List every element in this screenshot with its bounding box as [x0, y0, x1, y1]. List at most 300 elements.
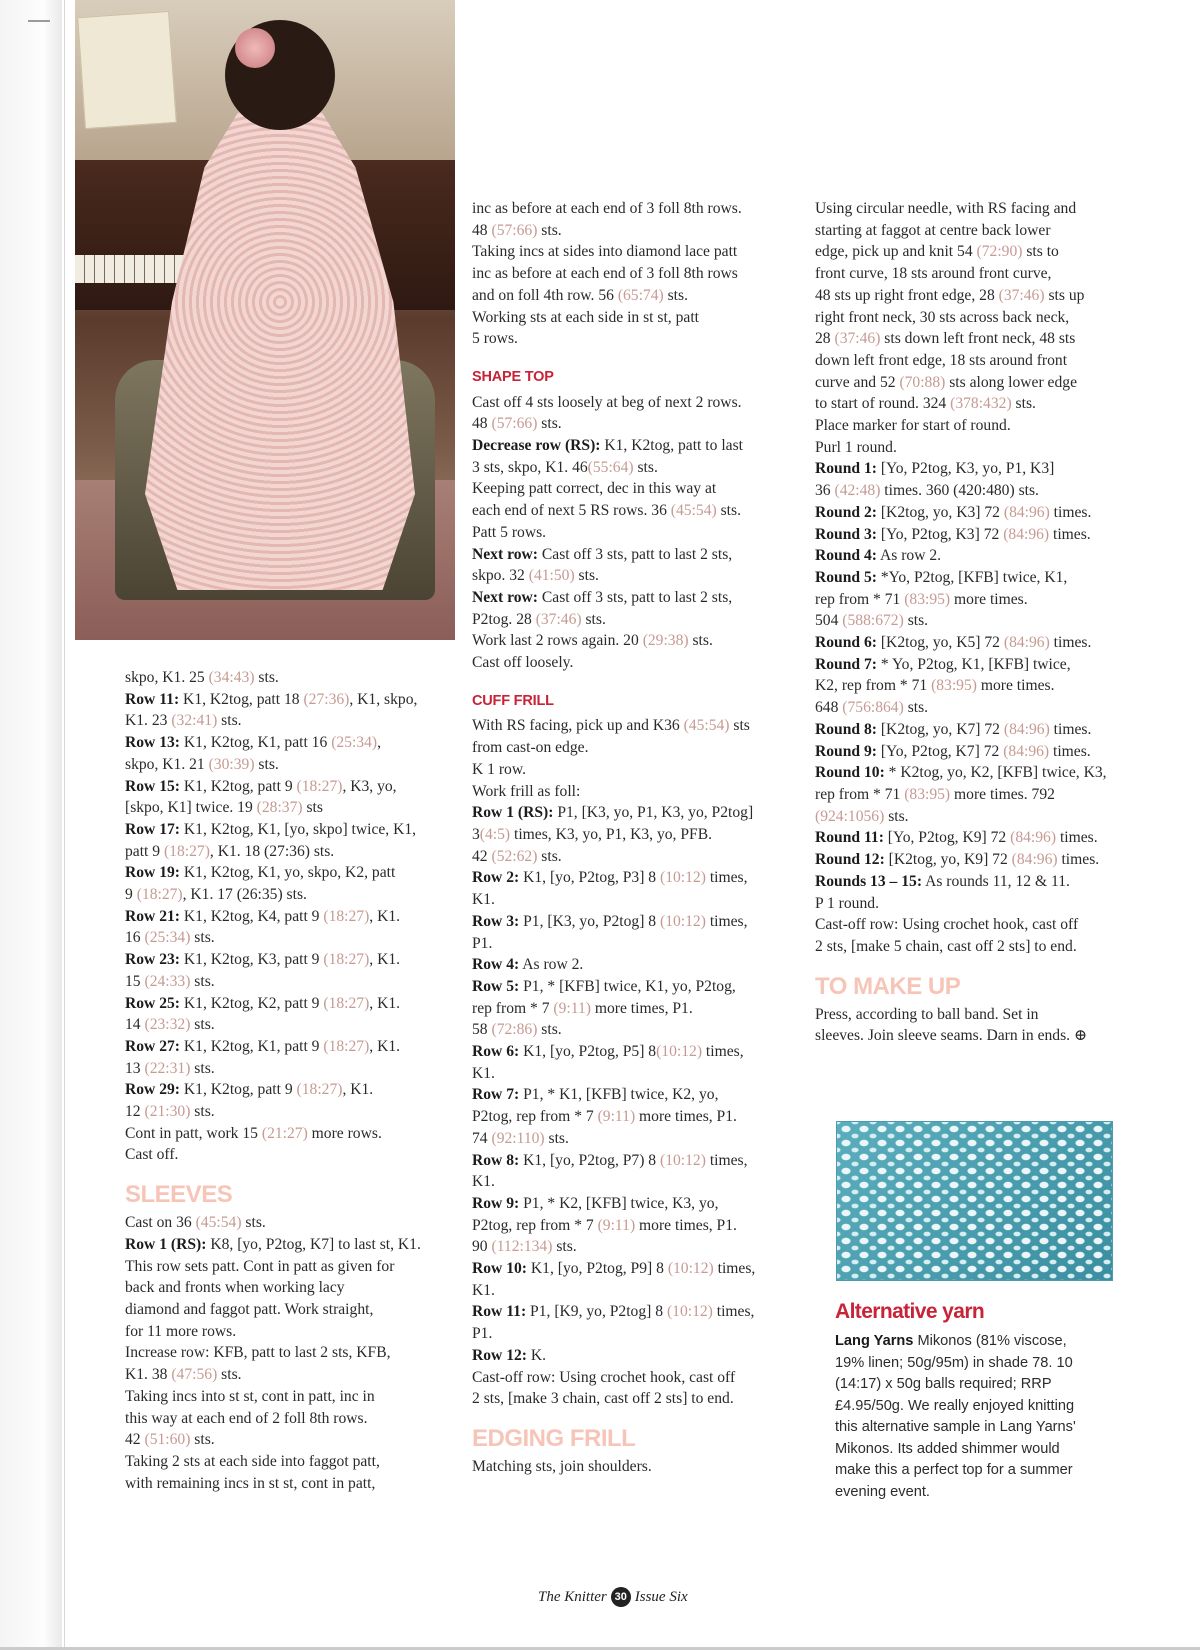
instruction-text: 14	[125, 1016, 145, 1034]
instruction-text: * Yo, P2tog, K1, [KFB] twice,	[876, 655, 1071, 673]
instruction-line	[815, 697, 1145, 719]
instruction-line	[472, 933, 797, 955]
instruction-text: 3	[472, 825, 480, 843]
size-variant: (84:96)	[1010, 829, 1057, 847]
instruction-text: times.	[1056, 829, 1098, 847]
instruction-text: , K1. 17 (26:35) sts.	[182, 886, 307, 904]
instruction-line	[815, 241, 1145, 263]
instruction-text: times,	[712, 1303, 755, 1321]
instruction-text: P2tog. 28	[472, 610, 536, 628]
instruction-text: , K3, yo,	[342, 777, 397, 795]
size-variant: (32:41)	[171, 712, 218, 730]
instruction-line	[815, 524, 1145, 546]
row-label: Row 4:	[472, 956, 520, 974]
row-label: Row 19:	[125, 864, 181, 882]
instruction-text: [Yo, P2tog, K7] 72	[876, 742, 1004, 760]
instruction-text: times, K3, yo, P1, K3, yo, PFB.	[510, 825, 712, 843]
instruction-text: P2tog, rep from * 7	[472, 1108, 598, 1126]
instruction-text: K2, rep from * 71	[815, 677, 932, 695]
instruction-text: , K1.	[342, 1081, 374, 1099]
instruction-line	[125, 1123, 455, 1145]
size-variant: (55:64)	[587, 458, 634, 476]
instruction-line	[472, 802, 797, 824]
instruction-line	[125, 1321, 455, 1343]
instruction-text: K 1 row.	[472, 760, 526, 778]
instruction-text: Cast-off row: Using crochet hook, cast off	[815, 916, 1079, 934]
instruction-text: sts.	[903, 699, 929, 717]
instruction-text: , K1.	[369, 951, 401, 969]
instruction-line	[472, 478, 797, 500]
yarn-swatch-photo	[836, 1121, 1113, 1281]
instruction-text: diamond and faggot patt. Work straight,	[125, 1300, 374, 1318]
instruction-text: K1, K2tog, patt 9	[180, 777, 297, 795]
instruction-text: more times, P1.	[635, 1108, 737, 1126]
instruction-text: 16	[125, 929, 145, 947]
instruction-text: sts.	[537, 221, 562, 239]
instruction-line	[472, 889, 797, 911]
size-variant: (84:96)	[1003, 742, 1050, 760]
section-title-to-make-up: TO MAKE UP	[815, 972, 961, 1000]
row-label: Row 8:	[472, 1151, 520, 1169]
instruction-text: times.	[1057, 851, 1100, 869]
instruction-text: 42	[472, 847, 492, 865]
size-variant: (21:30)	[144, 1103, 191, 1121]
row-label: Row 6:	[472, 1043, 520, 1061]
size-variant: (37:46)	[998, 286, 1045, 304]
instruction-line	[815, 827, 1145, 849]
instruction-text: 15	[125, 972, 145, 990]
instruction-line	[815, 632, 1145, 654]
size-variant: (41:50)	[528, 567, 575, 585]
instruction-text: Place marker for start of round.	[815, 417, 1011, 435]
instruction-text: sts.	[254, 755, 279, 773]
size-variant: (34:43)	[208, 669, 255, 686]
size-variant: (9:11)	[553, 999, 591, 1017]
instruction-text: each end of next 5 RS rows. 36	[472, 502, 671, 520]
instruction-line	[815, 914, 1145, 936]
instruction-text: sts.	[217, 1366, 242, 1384]
row-label: Decrease row (RS):	[472, 437, 601, 455]
instruction-line	[125, 1429, 455, 1451]
row-label: Round 4:	[815, 547, 877, 565]
size-variant: (10:12)	[667, 1260, 714, 1278]
size-variant: (18:27)	[296, 777, 343, 795]
instruction-text: times.	[1049, 720, 1092, 738]
instruction-line	[472, 328, 797, 350]
section-title-cuff-frill: CUFF FRILL	[472, 692, 554, 709]
instruction-text: with remaining incs in st st, cont in patt,	[125, 1474, 376, 1492]
instruction-line	[125, 797, 455, 819]
instruction-text: Using circular needle, with RS facing and	[815, 200, 1077, 217]
instruction-text: K1.	[472, 1281, 495, 1299]
instruction-text: sts.	[581, 610, 606, 628]
instruction-line	[125, 1408, 455, 1430]
instruction-text: sts.	[1011, 395, 1036, 413]
row-label: Row 27:	[125, 1037, 181, 1055]
size-variant: (23:32)	[144, 1016, 191, 1034]
instruction-text: K1, [yo, P2tog, P7) 8	[519, 1151, 661, 1169]
size-variant: (22:31)	[144, 1059, 191, 1077]
instruction-text: Increase row: KFB, patt to last 2 sts, KFB,	[125, 1344, 391, 1362]
instruction-text: more times. 792	[950, 785, 1055, 803]
instruction-text: times.	[1049, 634, 1092, 652]
instruction-text: skpo. 32	[472, 567, 529, 585]
instruction-text: more times.	[976, 677, 1055, 695]
instruction-line	[125, 1212, 455, 1234]
instruction-line	[472, 1041, 797, 1063]
instruction-text: Cast off 3 sts, patt to last 2 sts,	[537, 545, 733, 563]
instruction-text: sts.	[544, 1129, 569, 1147]
row-label: Round 2:	[815, 503, 877, 521]
instruction-text: inc as before at each end of 3 foll 8th rows.	[472, 200, 742, 217]
instruction-line	[125, 1451, 455, 1473]
page-footer	[538, 1587, 688, 1607]
row-label: Row 1 (RS):	[125, 1235, 207, 1253]
instruction-line	[472, 392, 797, 414]
instruction-text: 48 sts up right front edge, 28	[815, 286, 999, 304]
row-label: Round 7:	[815, 655, 877, 673]
alt-yarn-text: Mikonos (81% viscose, 19% linen; 50g/95m) in shade 78. 10 (14:17) x 50g balls required; RRP £4.95/50g. We really enjoyed knitting this alternative sample in Lang Yarns' Mikonos. Its added shimmer would make this a perfect top for a summer evening event.	[835, 1333, 1076, 1500]
instruction-line	[815, 936, 1145, 958]
instruction-text: , K1.	[369, 907, 401, 925]
size-variant: (112:134)	[491, 1238, 553, 1256]
size-variant: (37:46)	[834, 330, 881, 348]
row-label: Round 10:	[815, 764, 885, 782]
cardigan-photo	[75, 0, 455, 640]
instruction-line	[125, 1299, 455, 1321]
instruction-text: Cast off 3 sts, patt to last 2 sts,	[537, 588, 733, 606]
instruction-text: 36	[815, 482, 835, 500]
size-variant: (18:27)	[323, 907, 370, 925]
instruction-line	[815, 545, 1145, 567]
instruction-line	[472, 1106, 797, 1128]
instruction-text: sts along lower edge	[945, 373, 1077, 391]
row-label: Row 13:	[125, 734, 181, 752]
instruction-text: [Yo, P2tog, K9] 72	[883, 829, 1011, 847]
instruction-text: Matching sts, join shoulders.	[472, 1457, 652, 1475]
instruction-text: K.	[527, 1346, 547, 1364]
page-number: 30	[611, 1587, 631, 1607]
size-variant: (84:96)	[1003, 720, 1050, 738]
size-variant: (83:95)	[904, 590, 951, 608]
instruction-text: [Yo, P2tog, K3] 72	[876, 525, 1004, 543]
instruction-text: down left front edge, 18 sts around front	[815, 351, 1068, 369]
instruction-text: Cast off.	[125, 1146, 179, 1164]
instruction-text: Taking incs at sides into diamond lace patt	[472, 243, 738, 261]
instruction-text: , K1.	[369, 994, 401, 1012]
column-3	[815, 198, 1145, 1047]
instruction-text: P2tog, rep from * 7	[472, 1216, 598, 1234]
instruction-line	[472, 1301, 797, 1323]
sleeve-increase-rows	[472, 198, 797, 350]
instruction-text: rep from * 7	[472, 999, 554, 1017]
instruction-line	[125, 710, 455, 732]
instruction-text: 9	[125, 886, 137, 904]
instruction-text: sts.	[190, 1016, 215, 1034]
instruction-text: Press, according to ball band. Set in	[815, 1005, 1039, 1023]
instruction-text: patt 9	[125, 842, 164, 860]
instruction-line	[472, 1171, 797, 1193]
instruction-line	[125, 949, 455, 971]
instruction-line	[472, 500, 797, 522]
instruction-line	[815, 458, 1145, 480]
instruction-text: from cast-on edge.	[472, 739, 589, 757]
row-label: Row 23:	[125, 951, 181, 969]
size-variant: (21:27)	[261, 1124, 308, 1142]
instruction-line	[472, 1456, 797, 1478]
instruction-text: 12	[125, 1103, 145, 1121]
instruction-line	[125, 1144, 455, 1166]
instruction-text: 13	[125, 1059, 145, 1077]
instruction-line	[125, 971, 455, 993]
instruction-text: [K2tog, yo, K5] 72	[876, 634, 1004, 652]
instruction-text: K1, K2tog, K1, patt 16	[180, 734, 332, 752]
instruction-line	[815, 393, 1145, 415]
row-label: Row 9:	[472, 1194, 520, 1212]
instruction-line	[815, 719, 1145, 741]
instruction-text: sts.	[254, 669, 279, 686]
instruction-line	[125, 1036, 455, 1058]
instruction-text: 42	[125, 1431, 145, 1449]
size-variant: (83:95)	[931, 677, 977, 695]
instruction-text: [Yo, P2tog, K3, yo, P1, K3]	[876, 460, 1055, 478]
cuff-frill-rows	[472, 715, 797, 1410]
instruction-line	[125, 776, 455, 798]
instruction-line	[472, 1193, 797, 1215]
instruction-text: sts.	[190, 929, 215, 947]
instruction-text: [K2tog, yo, K9] 72	[884, 851, 1012, 869]
size-variant: (45:54)	[683, 717, 730, 735]
instruction-text: right front neck, 30 sts across back neck,	[815, 308, 1070, 326]
size-variant: (25:34)	[331, 734, 378, 752]
alternative-yarn-body	[835, 1331, 1095, 1503]
size-variant: (84:96)	[1003, 634, 1050, 652]
instruction-text: times. 360 (420:480) sts.	[880, 482, 1039, 500]
size-variant: (10:12)	[660, 1151, 706, 1169]
row-label: Round 5:	[815, 568, 877, 586]
size-variant: (10:12)	[666, 1303, 713, 1321]
instruction-line	[472, 198, 797, 220]
instruction-text: more times.	[950, 590, 1028, 608]
size-variant: (72:90)	[976, 243, 1023, 261]
instruction-line	[815, 806, 1145, 828]
column-2	[472, 198, 797, 1478]
instruction-line	[472, 824, 797, 846]
instruction-line	[815, 437, 1145, 459]
size-variant: (52:62)	[491, 847, 538, 865]
instruction-text: As row 2.	[519, 956, 584, 974]
footer-issue: Issue Six	[634, 1588, 688, 1605]
instruction-text: K1, [yo, P2tog, P3] 8	[519, 869, 661, 887]
instruction-text: times,	[705, 912, 748, 930]
row-label: Row 10:	[472, 1260, 528, 1278]
row-label: Next row:	[472, 545, 538, 563]
instruction-text: 2 sts, [make 5 chain, cast off 2 sts] to end.	[815, 937, 1077, 955]
row-label: Row 17:	[125, 820, 181, 838]
instruction-line	[125, 1277, 455, 1299]
instruction-text: 3 sts, skpo, K1. 46	[472, 458, 588, 476]
size-variant: (84:96)	[1003, 525, 1050, 543]
row-label: Round 12:	[815, 851, 885, 869]
instruction-line	[815, 675, 1145, 697]
column-1	[125, 667, 455, 1494]
size-variant: (18:27)	[163, 842, 210, 860]
instruction-text: P1, [K9, yo, P2tog] 8	[526, 1303, 667, 1321]
instruction-text: to start of round. 324	[815, 395, 951, 413]
instruction-line	[125, 927, 455, 949]
instruction-text: K1, K2tog, K3, patt 9	[180, 951, 324, 969]
section-title-sleeves: SLEEVES	[125, 1181, 233, 1209]
instruction-text: ,	[377, 734, 381, 752]
instruction-text: P1, * K2, [KFB] twice, K3, yo,	[519, 1194, 719, 1212]
row-label: Row 12:	[472, 1346, 528, 1364]
instruction-text: times,	[713, 1260, 756, 1278]
instruction-line	[815, 263, 1145, 285]
size-variant: (10:12)	[660, 869, 706, 887]
row-label: Round 3:	[815, 525, 877, 543]
instruction-line	[472, 1215, 797, 1237]
instruction-text: skpo, K1. 21	[125, 755, 209, 773]
instruction-line	[472, 976, 797, 998]
instruction-text: P1, [K3, yo, P1, K3, yo, P2tog]	[553, 804, 754, 822]
instruction-text: Working sts at each side in st st, patt	[472, 308, 699, 326]
row-label: Row 15:	[125, 777, 181, 795]
instruction-text: P1, * [KFB] twice, K1, yo, P2tog,	[519, 977, 736, 995]
instruction-line	[472, 307, 797, 329]
photo-hair-flower	[235, 28, 275, 68]
instruction-text: Taking incs into st st, cont in patt, inc in	[125, 1387, 375, 1405]
instruction-line	[472, 911, 797, 933]
instruction-text: rep from * 71	[815, 785, 905, 803]
size-variant: (18:27)	[323, 951, 370, 969]
instruction-text: K1, K2tog, K1, yo, skpo, K2, patt	[180, 864, 396, 882]
instruction-text: sts.	[903, 612, 929, 630]
instruction-text: Work last 2 rows again. 20	[472, 632, 643, 650]
size-variant: (84:96)	[1003, 503, 1050, 521]
row-label: Row 11:	[125, 690, 180, 708]
instruction-text: Cont in patt, work 15	[125, 1124, 262, 1142]
size-variant: (10:12)	[660, 912, 706, 930]
size-variant: (18:27)	[323, 1037, 370, 1055]
photo-sheet-music	[77, 11, 177, 129]
instruction-text: , K1.	[369, 1037, 401, 1055]
instruction-line	[125, 993, 455, 1015]
instruction-text: P1, * K1, [KFB] twice, K2, yo,	[519, 1086, 719, 1104]
instruction-text: sleeves. Join sleeve seams. Darn in ends. ⊕	[815, 1027, 1088, 1045]
instruction-line	[815, 654, 1145, 676]
instruction-line	[125, 754, 455, 776]
section-title-shape-top: SHAPE TOP	[472, 368, 554, 385]
instruction-line	[125, 884, 455, 906]
instruction-line	[472, 867, 797, 889]
instruction-line	[472, 1258, 797, 1280]
instruction-text: sts.	[716, 502, 741, 520]
instruction-text: times,	[702, 1043, 744, 1061]
instruction-text: times.	[1049, 503, 1092, 521]
instruction-text: sts.	[537, 1021, 562, 1039]
row-label: Row 5:	[472, 977, 520, 995]
instruction-text: rep from * 71	[815, 590, 905, 608]
instruction-line	[125, 1342, 455, 1364]
row-label: Row 11:	[472, 1303, 527, 1321]
instruction-text: 48	[472, 415, 492, 433]
instruction-line	[815, 567, 1145, 589]
instruction-text: times,	[705, 1151, 748, 1169]
instruction-text: K1, K2tog, patt 9	[180, 1081, 297, 1099]
instruction-line	[472, 1063, 797, 1085]
instruction-line	[472, 609, 797, 631]
back-rows	[125, 667, 455, 1166]
instruction-text: sts up	[1044, 286, 1085, 304]
instruction-text: sts	[302, 799, 323, 817]
shape-top-rows	[472, 392, 797, 674]
instruction-line	[472, 522, 797, 544]
instruction-line	[125, 667, 455, 689]
size-variant: (18:27)	[136, 886, 183, 904]
instruction-text: K1, K2tog, K2, patt 9	[180, 994, 324, 1012]
instruction-line	[125, 819, 455, 841]
instruction-line	[815, 307, 1145, 329]
size-variant: (588:672)	[842, 612, 904, 630]
instruction-line	[472, 220, 797, 242]
instruction-text: and on foll 4th row. 56	[472, 286, 618, 304]
instruction-text: Patt 5 rows.	[472, 523, 547, 541]
instruction-line	[472, 263, 797, 285]
instruction-text: for 11 more rows.	[125, 1322, 237, 1340]
binding-gutter	[0, 0, 62, 1650]
instruction-line	[472, 630, 797, 652]
instruction-text: K1, K2tog, K4, patt 9	[180, 907, 324, 925]
size-variant: (83:95)	[904, 785, 951, 803]
instruction-text: P1, [K3, yo, P2tog] 8	[519, 912, 661, 930]
size-variant: (378:432)	[950, 395, 1012, 413]
size-variant: (18:27)	[296, 1081, 343, 1099]
instruction-text: Keeping patt correct, dec in this way at	[472, 480, 717, 498]
instruction-text: P 1 round.	[815, 894, 879, 912]
instruction-text: this way at each end of 2 foll 8th rows.	[125, 1409, 368, 1427]
edging-frill-rows	[472, 1456, 797, 1478]
row-label: Row 2:	[472, 869, 520, 887]
instruction-text: * K2tog, yo, K2, [KFB] twice, K3,	[884, 764, 1107, 782]
instruction-line	[472, 413, 797, 435]
instruction-text: [K2tog, yo, K7] 72	[876, 720, 1004, 738]
instruction-line	[815, 350, 1145, 372]
instruction-text: K1. 23	[125, 712, 172, 730]
size-variant: (25:34)	[144, 929, 191, 947]
instruction-text: , K1. 18 (27:36) sts.	[209, 842, 335, 860]
footer-magazine: The Knitter	[538, 1588, 607, 1605]
instruction-text: 28	[815, 330, 835, 348]
size-variant: (51:60)	[144, 1431, 191, 1449]
row-label: Rounds 13 – 15:	[815, 872, 923, 890]
instruction-line	[125, 1234, 455, 1256]
instruction-text: edge, pick up and knit 54	[815, 243, 977, 261]
instruction-line	[815, 328, 1145, 350]
instruction-text: As rounds 11, 12 & 11.	[922, 872, 1070, 890]
size-variant: (72:86)	[491, 1021, 538, 1039]
instruction-text: 5 rows.	[472, 330, 518, 348]
row-label: Row 7:	[472, 1086, 520, 1104]
instruction-line	[125, 1364, 455, 1386]
instruction-text: K1, [yo, P2tog, P9] 8	[527, 1260, 668, 1278]
instruction-line	[472, 457, 797, 479]
instruction-line	[815, 372, 1145, 394]
instruction-text: 58	[472, 1021, 492, 1039]
instruction-line	[815, 589, 1145, 611]
instruction-text: Purl 1 round.	[815, 438, 897, 456]
instruction-text: Taking 2 sts at each side into faggot patt,	[125, 1452, 380, 1470]
gutter-rule	[64, 0, 65, 1650]
